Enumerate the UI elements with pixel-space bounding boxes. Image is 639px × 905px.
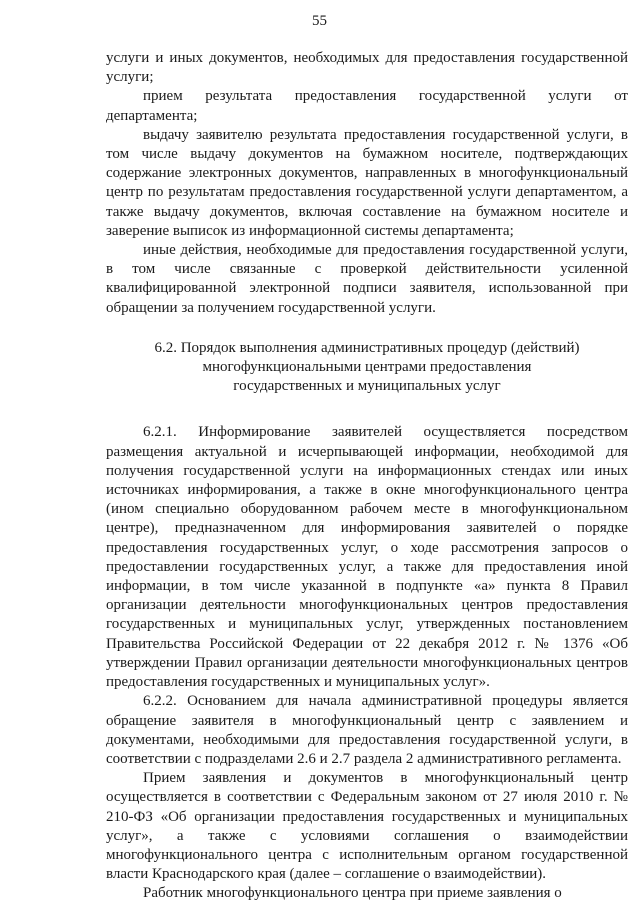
paragraph: прием результата предоставления государственной услуги от департамента; [106,88,628,124]
paragraph: услуги и иных документов, необходимых для предоставления государственной услуги; [106,50,628,86]
page-number: 55 [312,13,327,29]
heading-line: 6.2. Порядок выполнения административных процедур (действий) [154,339,580,356]
paragraph: выдачу заявителю результата предоставления государственной услуги, в том числе выдачу документов на бумажном носителе, подтверждающих содержание электронных документов, направленных в многофункциональный центр по результатам предоставления государственной услуги департаментом, а также выдачу документов, включая составление на бумажном носителе и заверение выписок из информационной системы департамента; [106,126,628,239]
paragraph: иные действия, необходимые для предоставления государственной услуги, в том числе связанные с проверкой действительности усиленной квалифицированной электронной подписи заявителя, использованной при обращении за получением государственной услуги. [106,242,628,316]
paragraph: Работник многофункционального центра при приеме заявления о [143,885,562,902]
paragraph: 6.2.2. Основанием для начала административной процедуры является обращение заявителя в многофункциональный центр с заявлением и документами, необходимыми для предоставления государственной услуги, в соответствии с подразделами 2.6 и 2.7 раздела 2 административного регламента. [106,693,628,767]
heading-line: многофункциональными центрами предоставления [202,359,532,376]
section-heading [106,339,628,397]
paragraph: Прием заявления и документов в многофункциональный центр осуществляется в соответствии с Федеральным законом от 27 июля 2010 г. № 210-ФЗ «Об организации предоставления государственных и муниципальных услуг», а также с условиями соглашения о взаимодействии многофункционального центра с исполнительным органом государственной власти Краснодарского края (далее – соглашение о взаимодействии). [106,770,628,883]
document-body [106,49,628,904]
heading-line: государственных и муниципальных услуг [233,378,501,395]
paragraph: 6.2.1. Информирование заявителей осуществляется посредством размещения актуальной и исчерпывающей информации, необходимой для получения государственной услуги на информационных стендах или иных источниках информирования, а также в окне многофункционального центра (ином специально оборудованном рабочем месте в многофункциональном центре), предназначенном для информирования заявителей о порядке предоставления государственных услуг, о ходе рассмотрения запросов о предоставлении государственных услуг, а также для предоставления иной информации, в том числе указанной в подпункте «а» пункта 8 Правил организации деятельности многофункциональных центров предоставления государственных и муниципальных услуг, утвержденных постановлением Правительства Российской Федерации от 22 декабря 2012 г. № 1376 «Об утверждении Правил организации деятельности многофункциональных центров предоставления государственных и муниципальных услуг». [106,424,628,691]
